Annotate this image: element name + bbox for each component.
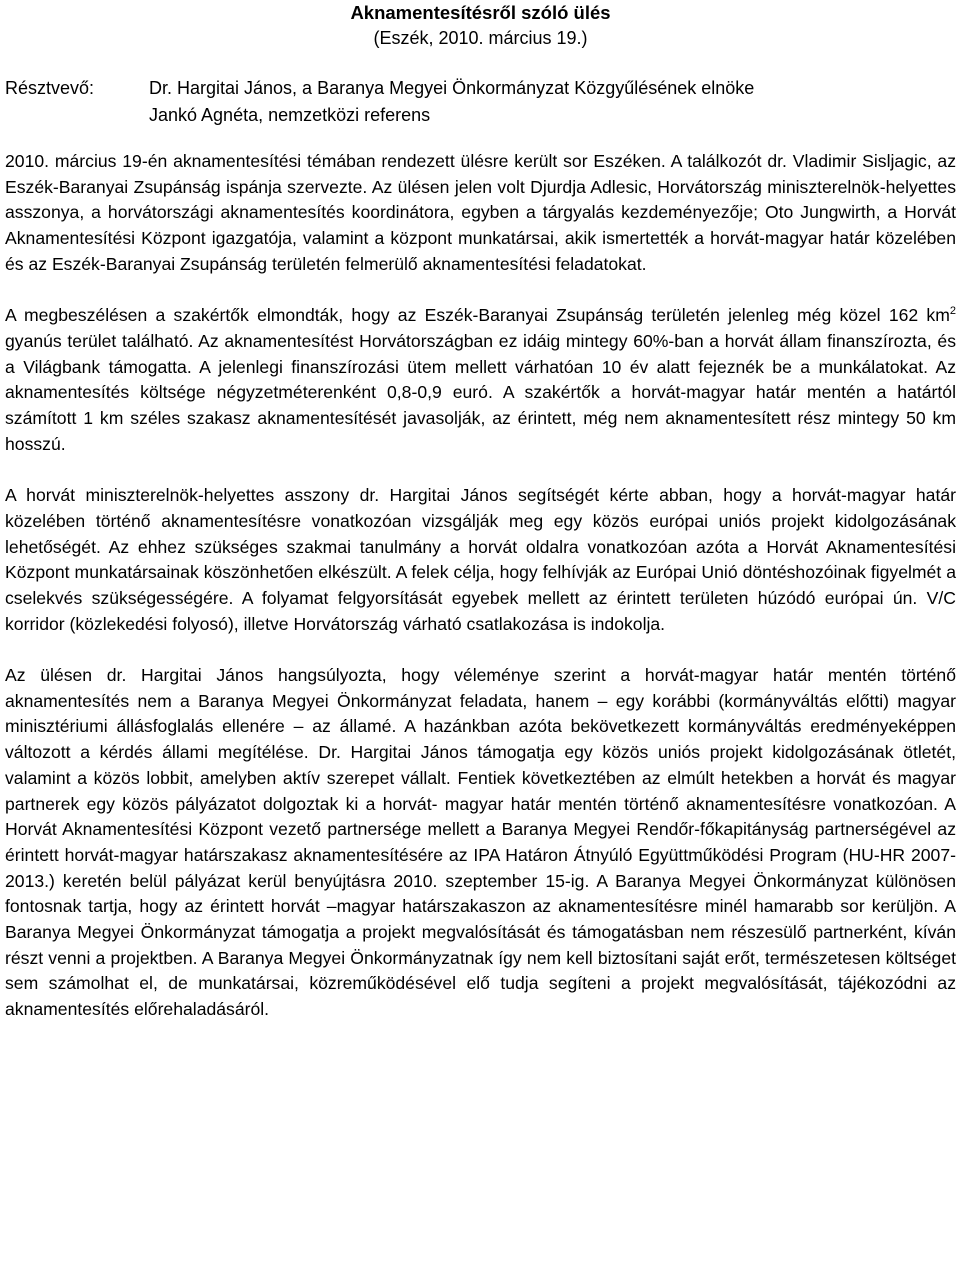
superscript-exponent: 2 xyxy=(949,305,956,318)
participants-row xyxy=(5,75,956,102)
paragraph-experts-text: A megbeszélésen a szakértők elmondták, hogy az Eszék-Baranyai Zsupánság területén jelenleg még közel 162 km xyxy=(5,305,950,326)
document-title: Aknamentesítésről szóló ülés xyxy=(350,2,611,23)
paragraph-experts-text-cont: gyanús terület található. Az aknamentesítést Horvátországban ez idáig mintegy 60%-ban a horvát állam finanszírozta, és a Világbank támogatta. A jelenlegi finanszírozási ütem mellett várhatóan 10 év alatt fejeznék be a munkálatokat. Az aknamentesítés költsége négyzetméterenként 0,8-0,9 euró. A szakértők a horvát-magyar határ mentén a határtól számított 1 km széles szakasz aknamentesítését javasolják, az érintett, még nem aknamentesített rész mintegy 50 km hosszú. xyxy=(5,330,956,454)
paragraph-position: Az ülésen dr. Hargitai János hangsúlyozta, hogy véleménye szerint a horvát-magyar határ mentén történő aknamentesítés nem a Baranya Megyei Önkormányzat feladata, hanem – egy korábbi (kormányváltás előtti) magyar minisztériumi állásfoglalás ellenére – az államé. A hazánkban azóta bekövetkezett kormányváltás eredményeképpen változott a kérdés állami megítélése. Dr. Hargitai János támogatja egy közös uniós projekt kidolgozásának ötletét, valamint a közös lobbit, amelyben aktív szerepet vállalt. Fentiek következtében az elmúlt hetekben a horvát és magyar partnerek egy közös pályázatot dolgoztak ki a horvát- magyar határ mentén történő aknamentesítésre vonatkozóan. A Horvát Aknamentesítési Központ vezető partnersége mellett a Baranya Megyei Rendőr-főkapitányság partnerségével az érintett horvát-magyar határszakasz aknamentesítésére az IPA Határon Átnyúló Együttműködési Program (HU-HR 2007-2013.) keretén belül pályázat kerül benyújtásra 2010. szeptember 15-ig. A Baranya Megyei Önkormányzat különösen fontosnak tartja, hogy az érintett horvát –magyar határszakaszon az aknamentesítésre minél hamarabb sor kerüljön. A Baranya Megyei Önkormányzat támogatja a projekt megvalósítását és támogatásban nem részesülő partnerként, kíván részt venni a projektben. A Baranya Megyei Önkormányzatnak így nem kell biztosítani saját erőt, természetesen költséget sem számolhat el, de munkatársai, közreműködésével elő tudja segíteni a projekt megvalósítását, tájékozódni az aknamentesítés előrehaladásáról. xyxy=(5,665,956,1020)
participant-line: Jankó Agnéta, nemzetközi referens xyxy=(149,105,431,125)
document-subtitle: (Eszék, 2010. március 19.) xyxy=(373,28,588,48)
participant-line: Dr. Hargitai János, a Baranya Megyei Önkormányzat Közgyűlésének elnöke xyxy=(149,78,755,98)
participants-block xyxy=(5,75,956,129)
paragraph-request: A horvát miniszterelnök-helyettes asszony dr. Hargitai János segítségét kérte abban, hogy a horvát-magyar határ közelében történő aknamentesítésre vonatkozóan vizsgálják meg egy közös európai uniós projekt kidolgozásának lehetőségét. Az ehhez szükséges szakmai tanulmány a horvát oldalra vonatkozóan azóta a Horvát Aknamentesítési Központ munkatársainak köszönhetően elkészült. A felek célja, hogy felhívják az Európai Unió döntéshozóinak figyelmét a cselekvés szükségességére. A folyamat felgyorsítását egyebek mellett az érintett területen húzódó európai ún. V/C korridor (közlekedési folyosó), illetve Horvátország várható csatlakozása is indokolja. xyxy=(5,485,956,634)
participants-label: Résztvevő: xyxy=(5,78,95,98)
paragraph-experts xyxy=(5,303,956,457)
paragraph-meeting-intro: 2010. március 19-én aknamentesítési témában rendezett ülésre került sor Eszéken. A találkozót dr. Vladimir Sisljagic, az Eszék-Baranyai Zsupánság ispánja szervezte. Az ülésen jelen volt Djurdja Adlesic, Horvátország miniszterelnök-helyettes asszonya, a horvátországi aknamentesítés koordinátora, egyben a tárgyalás kezdeményezője; Oto Jungwirth, a Horvát Aknamentesítési Központ igazgatója, valamint a központ munkatársai, akik ismertették a horvát-magyar határ közelében és az Eszék-Baranyai Zsupánság területén felmerülő aknamentesítési feladatokat. xyxy=(5,151,956,274)
